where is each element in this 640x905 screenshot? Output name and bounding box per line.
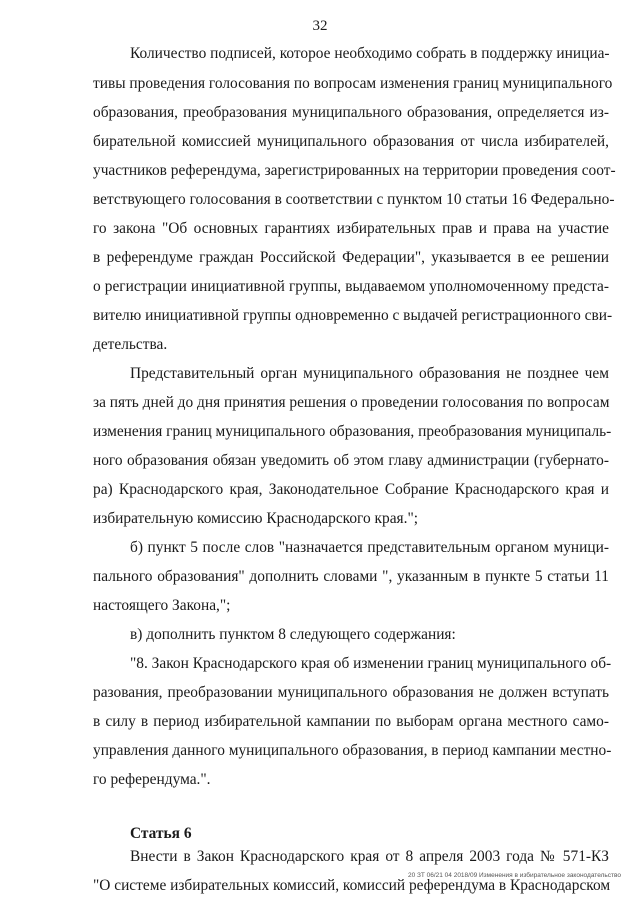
text-line: б) пункт 5 после слов "назначается представительным органом муници- xyxy=(130,539,609,556)
text-line: вителю инициативной группы одновременно с выдачей регистрационного сви- xyxy=(93,307,613,324)
text-line: Представительный орган муниципального образования не позднее чем xyxy=(130,365,609,382)
text-line: участников референдума, зарегистрированных на территории проведения соот- xyxy=(93,162,616,179)
article-heading: Статья 6 xyxy=(130,825,192,842)
page-number: 32 xyxy=(312,18,328,34)
text-line: в силу в период избирательной кампании по выборам органа местного само- xyxy=(93,713,609,730)
text-line: го референдума.". xyxy=(93,771,211,788)
text-line: "О системе избирательных комиссий, комиссий референдума в Краснодарском xyxy=(93,877,611,894)
text-line: пального образования" дополнить словами ", указанным в пункте 5 статьи 11 xyxy=(93,568,609,585)
text-line: тивы проведения голосования по вопросам изменения границ муниципального xyxy=(93,75,613,92)
text-line: разования, преобразовании муниципального образования не должен вступать xyxy=(93,684,609,701)
text-line: ветствующего голосования в соответствии с пунктом 10 статьи 16 Федерально- xyxy=(93,191,615,208)
text-line: о регистрации инициативной группы, выдаваемом уполномоченному предста- xyxy=(93,278,609,295)
text-line: Количество подписей, которое необходимо собрать в поддержку инициа- xyxy=(130,45,610,62)
text-line: ра) Краснодарского края, Законодательное Собрание Краснодарского края и xyxy=(93,481,609,498)
text-line: избирательную комиссию Краснодарского края."; xyxy=(93,510,419,527)
text-line: изменения границ муниципального образования, преобразования муниципаль- xyxy=(93,423,612,440)
footer-stamp: 20 ЗТ 06/21 04 2018/09 Изменения в избирательное законодательство xyxy=(408,872,621,879)
text-line: "8. Закон Краснодарского края об изменении границ муниципального об- xyxy=(130,655,612,672)
text-line: образования, преобразования муниципального образования, определяется из- xyxy=(93,104,609,121)
text-line: настоящего Закона,"; xyxy=(93,597,231,614)
text-line: ного образования обязан уведомить об этом главу администрации (губернато- xyxy=(93,452,609,469)
text-line: Внести в Закон Краснодарского края от 8 апреля 2003 года № 571-КЗ xyxy=(130,848,609,865)
text-line: го закона "Об основных гарантиях избирательных прав и права на участие xyxy=(93,220,609,237)
text-line: бирательной комиссией муниципального образования от числа избирателей, xyxy=(93,133,609,150)
text-line: управления данного муниципального образования, в период кампании местно- xyxy=(93,742,612,759)
text-line: за пять дней до дня принятия решения о проведении голосования по вопросам xyxy=(93,394,610,411)
text-line: в) дополнить пунктом 8 следующего содержания: xyxy=(130,626,456,643)
text-line: в референдуме граждан Российской Федерации", указывается в ее решении xyxy=(93,249,609,266)
text-line: детельства. xyxy=(93,336,168,353)
